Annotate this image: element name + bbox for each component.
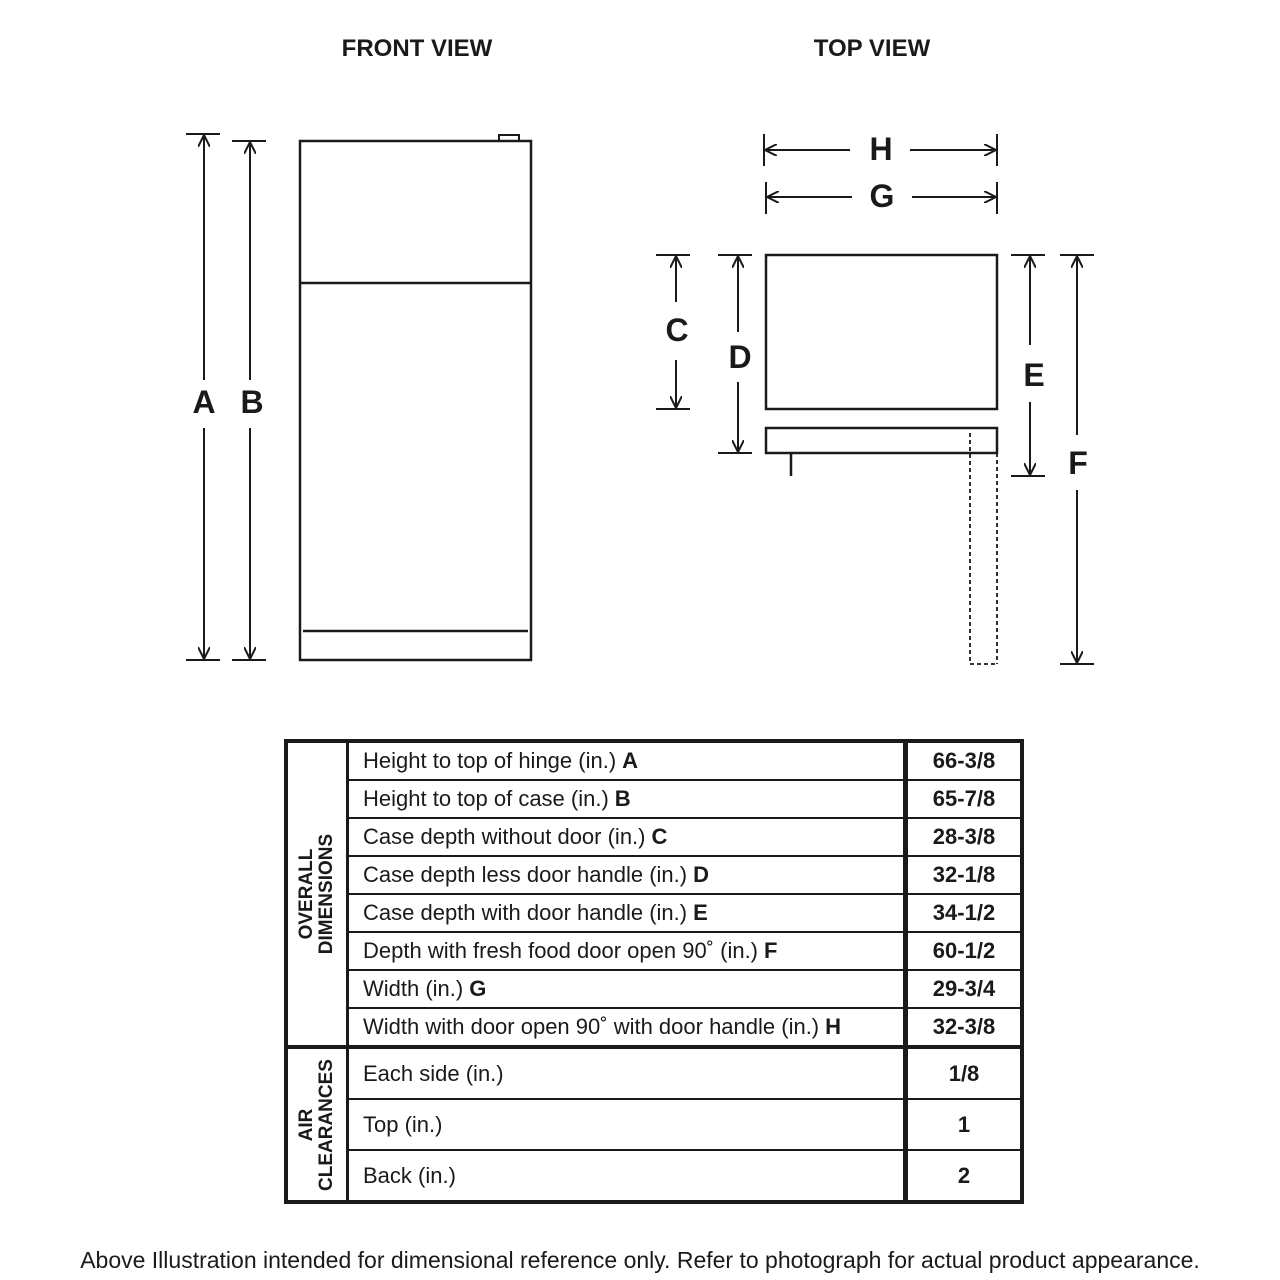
specification-table [284,739,1024,1204]
clearance-value: 1/8 [906,1047,1023,1099]
dimension-letter: F [764,938,778,963]
dimension-value: 66-3/8 [906,741,1023,780]
dimension-label: Case depth without door (in.) C [348,818,906,856]
dimension-label: Height to top of case (in.) B [348,780,906,818]
air-label-line2: CLEARANCES [316,1058,337,1191]
hinge [499,135,519,141]
air-clearances-label [297,975,337,1275]
dimension-e-label: E [1023,357,1045,393]
clearance-label: Top (in.) [348,1099,906,1150]
top-view-title: TOP VIEW [813,35,931,62]
front-view-refrigerator [300,135,531,660]
dimension-value: 28-3/8 [906,818,1023,856]
dimension-f-label: F [1068,445,1088,481]
dimension-a-label: A [192,384,216,420]
dimension-label: Case depth less door handle (in.) D [348,856,906,894]
clearance-row [286,1150,1022,1202]
dimension-row [286,780,1022,818]
dimension-row [286,932,1022,970]
dimension-value: 32-1/8 [906,856,1023,894]
dimension-label: Case depth with door handle (in.) E [348,894,906,932]
disclaimer-note: Above Illustration intended for dimensional reference only. Refer to photograph for actual product appearance. [80,1247,1200,1273]
dimension-letter: E [693,900,708,925]
dimension-value: 29-3/4 [906,970,1023,1008]
dimension-label: Height to top of hinge (in.) A [348,741,906,780]
clearance-label: Back (in.) [348,1150,906,1202]
overall-label-line2: DIMENSIONS [316,833,337,955]
dimension-row [286,741,1022,780]
dimension-row [286,818,1022,856]
dimension-row [286,856,1022,894]
clearance-value: 1 [906,1099,1023,1150]
dimension-h-label: H [869,131,893,167]
dimension-letter: G [469,976,487,1001]
dimension-value: 34-1/2 [906,894,1023,932]
dimension-value: 60-1/2 [906,932,1023,970]
dimension-letter: D [693,862,709,887]
dimension-letter: B [614,786,631,811]
dimension-value: 32-3/8 [906,1008,1023,1047]
dimension-letter: C [651,824,668,849]
dimension-g-label: G [869,178,895,214]
clearance-value: 2 [906,1150,1023,1202]
overall-label-line1: OVERALL [296,848,317,940]
clearance-row [286,1099,1022,1150]
dimension-letter: H [825,1014,842,1039]
dimension-value: 65-7/8 [906,780,1023,818]
dimension-row [286,970,1022,1008]
dimension-label: Width (in.) G [348,970,906,1008]
dimension-letter: A [622,748,639,773]
front-view-title: FRONT VIEW [341,35,493,62]
top-view-refrigerator [766,255,997,664]
dimension-c-label: C [665,312,689,348]
clearance-row [286,1047,1022,1099]
clearance-label: Each side (in.) [348,1047,906,1099]
dimension-d-label: D [728,339,752,375]
dimension-label: Depth with fresh food door open 90˚ (in.) F [348,932,906,970]
air-label-line1: AIR [296,1108,317,1141]
dimension-label: Width with door open 90˚ with door handle (in.) H [348,1008,906,1047]
dimension-row [286,1008,1022,1047]
dimension-b-label: B [240,384,264,420]
air-clearances-group [286,1047,348,1202]
dimension-row [286,894,1022,932]
